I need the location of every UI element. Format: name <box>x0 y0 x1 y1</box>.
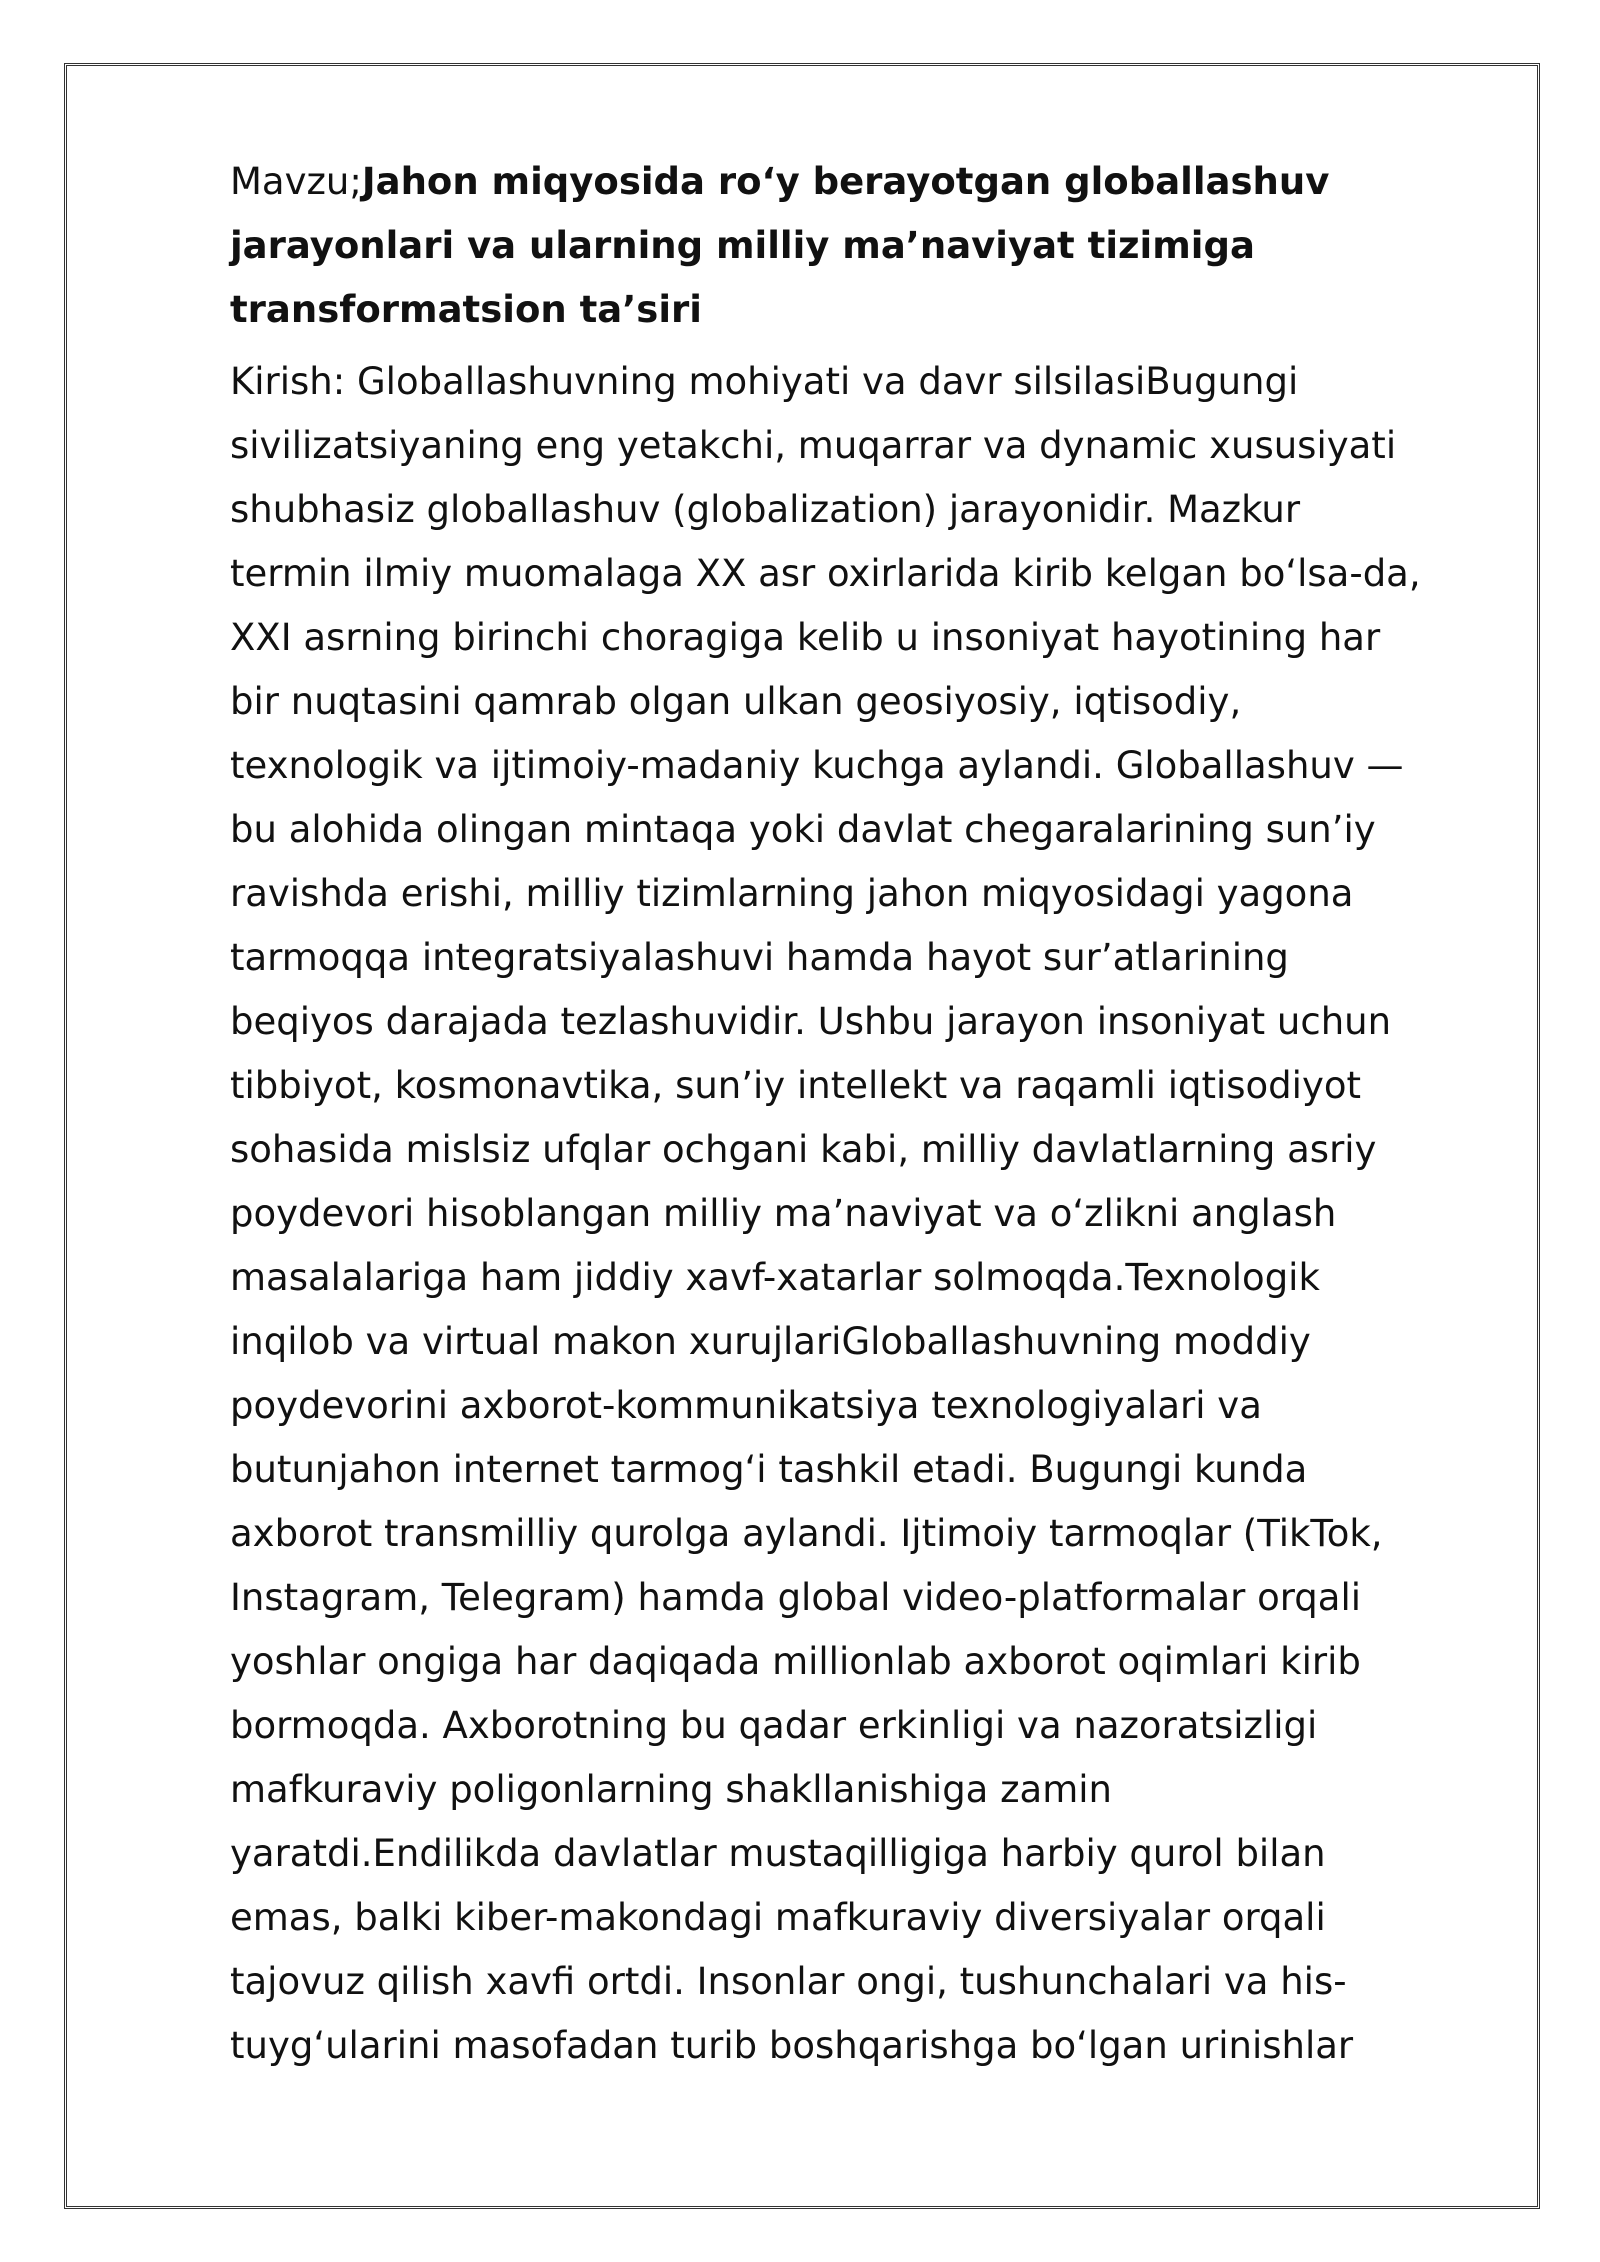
body-line: texnologik va ijtimoiy-madaniy kuchga aylandi. Globallashuv — <box>230 744 1404 787</box>
document-title <box>230 150 1490 342</box>
body-line: termin ilmiy muomalaga XX asr oxirlarida kirib kelgan bo‘lsa-da, <box>230 552 1421 595</box>
body-line: mafkuraviy poligonlarning shakllanishiga zamin <box>230 1768 1112 1811</box>
body-line: poydevori hisoblangan milliy ma’naviyat va o‘zlikni anglash <box>230 1192 1337 1235</box>
title-prefix: Mavzu; <box>230 160 362 203</box>
body-line: poydevorini axborot-kommunikatsiya texnologiyalari va <box>230 1384 1262 1427</box>
body-line: yoshlar ongiga har daqiqada millionlab axborot oqimlari kirib <box>230 1640 1361 1683</box>
body-line: shubhasiz globallashuv (globalization) jarayonidir. Mazkur <box>230 488 1301 531</box>
body-line: tibbiyot, kosmonavtika, sun’iy intellekt va raqamli iqtisodiyot <box>230 1064 1361 1107</box>
body-line: Instagram, Telegram) hamda global video-platformalar orqali <box>230 1576 1362 1619</box>
body-line: Kirish: Globallashuvning mohiyati va davr silsilasiBugungi <box>230 360 1299 403</box>
body-line: tajovuz qilish xavfi ortdi. Insonlar ongi, tushunchalari va his- <box>230 1960 1347 2003</box>
body-line: tarmoqqa integratsiyalashuvi hamda hayot sur’atlarining <box>230 936 1289 979</box>
body-line: masalalariga ham jiddiy xavf-xatarlar solmoqda.Texnologik <box>230 1256 1320 1299</box>
body-line: XXI asrning birinchi choragiga kelib u insoniyat hayotining har <box>230 616 1381 659</box>
body-line: butunjahon internet tarmog‘i tashkil etadi. Bugungi kunda <box>230 1448 1308 1491</box>
body-line: axborot transmilliy qurolga aylandi. Ijtimoiy tarmoqlar (TikTok, <box>230 1512 1383 1555</box>
body-line: ravishda erishi, milliy tizimlarning jahon miqyosidagi yagona <box>230 872 1354 915</box>
body-line: beqiyos darajada tezlashuvidir. Ushbu jarayon insoniyat uchun <box>230 1000 1392 1043</box>
body-line: inqilob va virtual makon xurujlariGloballashuvning moddiy <box>230 1320 1311 1363</box>
document-content <box>230 150 1490 2078</box>
body-line: sohasida mislsiz ufqlar ochgani kabi, milliy davlatlarning asriy <box>230 1128 1377 1171</box>
body-line: bir nuqtasini qamrab olgan ulkan geosiyosiy, iqtisodiy, <box>230 680 1242 723</box>
body-line: emas, balki kiber-makondagi mafkuraviy diversiyalar orqali <box>230 1896 1326 1939</box>
title-main: Jahon miqyosida ro‘y berayotgan globallashuv jarayonlari va ularning milliy ma’naviyat tizimiga transformatsion ta’siri <box>230 160 1330 331</box>
body-line: sivilizatsiyaning eng yetakchi, muqarrar va dynamic xususiyati <box>230 424 1397 467</box>
body-line: bormoqda. Axborotning bu qadar erkinligi va nazoratsizligi <box>230 1704 1318 1747</box>
body-line: yaratdi.Endilikda davlatlar mustaqilligiga harbiy qurol bilan <box>230 1832 1326 1875</box>
body-line: bu alohida olingan mintaqa yoki davlat chegaralarining sun’iy <box>230 808 1376 851</box>
body-line: tuyg‘ularini masofadan turib boshqarishga bo‘lgan urinishlar <box>230 2024 1354 2067</box>
body-paragraph <box>230 350 1490 2078</box>
